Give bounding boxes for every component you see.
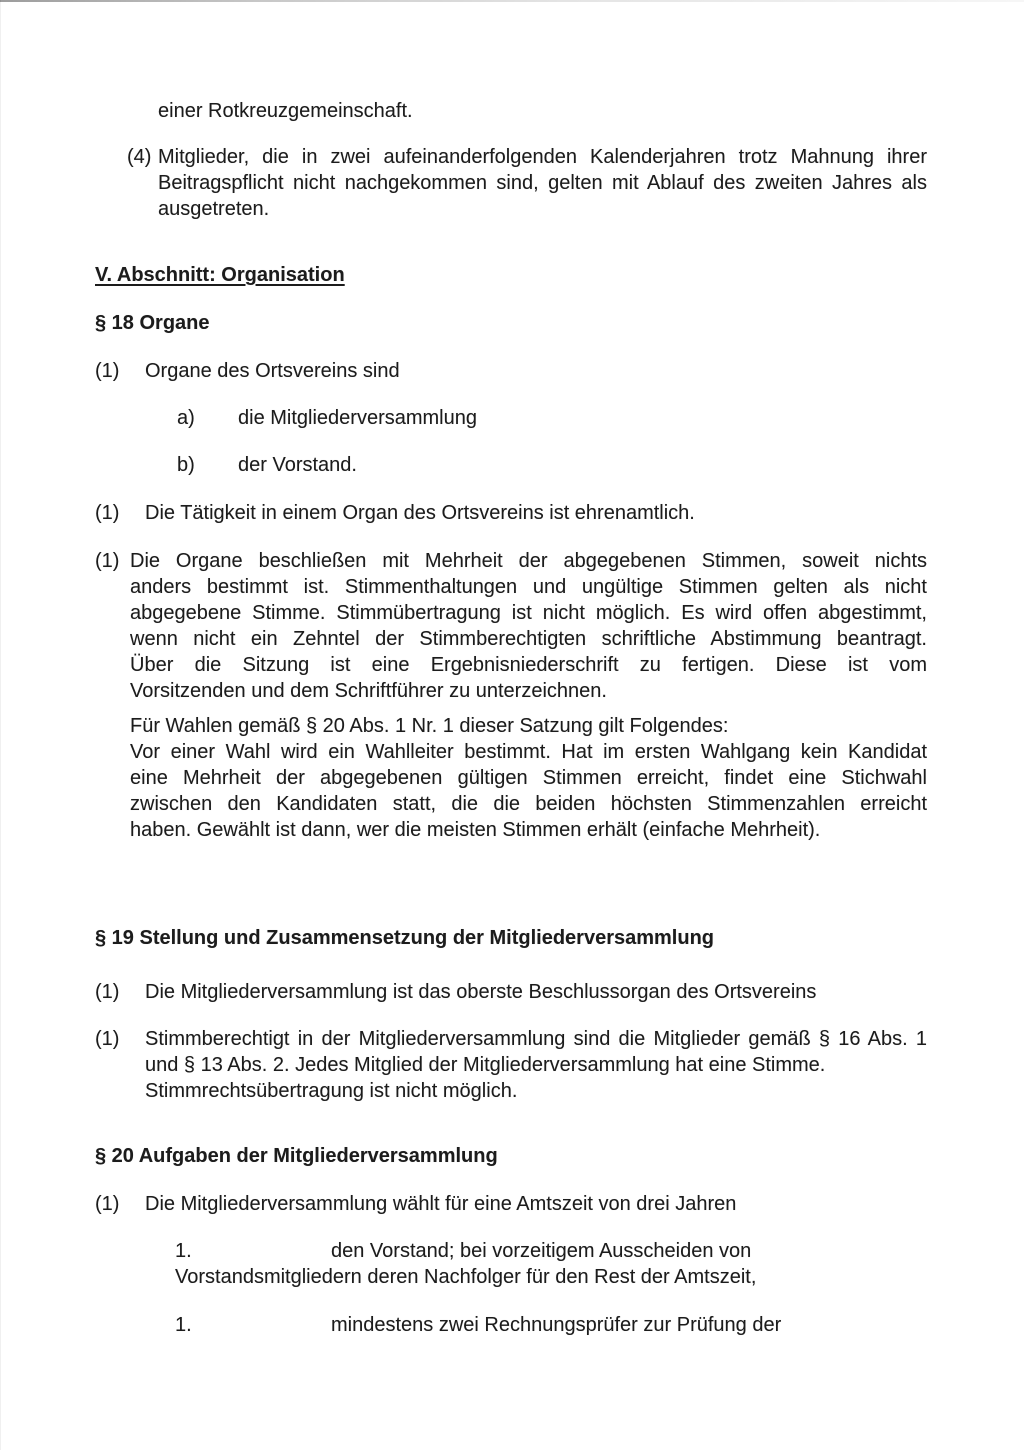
text-line: Stimmrechtsübertragung ist nicht möglich. [145, 1080, 518, 1102]
item-18-1-number: (1) [95, 360, 120, 382]
text-line: und § 13 Abs. 2. Jedes Mitglied der Mitgliederversammlung hat eine Stimme. [145, 1054, 826, 1076]
text-line: Mitglieder, die in zwei aufeinanderfolgenden Kalenderjahren trotz Mahnung ihrer [158, 146, 927, 168]
text-line: eine Mehrheit der abgegebenen gültigen Stimmen erreicht, findet eine Stichwahl [130, 767, 927, 789]
list-item-rechnungspruefer-number: 1. [175, 1314, 192, 1336]
text-line: Für Wahlen gemäß § 20 Abs. 1 Nr. 1 dieser Satzung gilt Folgendes: [130, 715, 729, 737]
item-20-1-text: Die Mitgliederversammlung wählt für eine Amtszeit von drei Jahren [145, 1193, 737, 1215]
text-line: ausgetreten. [158, 198, 270, 220]
scan-artifact-top-edge [0, 0, 1024, 2]
text-line: abgegebene Stimme. Stimmübertragung ist nicht möglich. Es wird offen abgestimmt, [130, 602, 927, 624]
item-18-1b-letter: b) [177, 454, 195, 476]
text-line: Vor einer Wahl wird ein Wahlleiter bestimmt. Hat im ersten Wahlgang kein Kandidat [130, 741, 927, 763]
item-19-2-number: (1) [95, 1028, 120, 1050]
item-18-1b-text: der Vorstand. [238, 454, 357, 476]
item-18-2 [95, 500, 927, 526]
item-18-3-number: (1) [95, 550, 120, 572]
item-18-1a-text: die Mitgliederversammlung [238, 407, 477, 429]
list-item-vorstand [175, 1238, 920, 1290]
text-line: haben. Gewählt ist dann, wer die meisten Stimmen erhält (einfache Mehrheit). [130, 819, 821, 841]
item-18-1a [177, 405, 877, 431]
item-19-2-text [145, 1026, 927, 1104]
text-line: Die Organe beschließen mit Mehrheit der abgegebenen Stimmen, soweit nichts [130, 550, 927, 572]
paragraph-19-heading: § 19 Stellung und Zusammensetzung der Mitgliederversammlung [95, 927, 715, 949]
item-18-1 [95, 358, 927, 384]
scan-artifact-left-edge [0, 0, 1, 1450]
list-item-rechnungspruefer-line1: mindestens zwei Rechnungsprüfer zur Prüfung der [331, 1314, 782, 1336]
paragraph-20-heading: § 20 Aufgaben der Mitgliederversammlung [95, 1145, 498, 1167]
item-19-1-text: Die Mitgliederversammlung ist das oberste Beschlussorgan des Ortsvereins [145, 981, 817, 1003]
item-18-3-text [130, 548, 927, 704]
text-line: wenn nicht ein Zehntel der Stimmberechtigten schriftliche Abstimmung beantragt. [130, 628, 927, 650]
text-line: Über die Sitzung ist eine Ergebnisniederschrift zu fertigen. Diese ist vom [130, 654, 927, 676]
continuation-text: einer Rotkreuzgemeinschaft. [158, 100, 413, 122]
item-19-2 [95, 1026, 927, 1104]
list-item-vorstand-number: 1. [175, 1240, 192, 1262]
list-item-vorstand-line2: Vorstandsmitgliedern deren Nachfolger für den Rest der Amtszeit, [175, 1266, 757, 1288]
item-18-3 [95, 548, 927, 704]
item-18-2-number: (1) [95, 502, 120, 524]
item-20-1-number: (1) [95, 1193, 120, 1215]
text-line: Vorsitzenden und dem Schriftführer zu unterzeichnen. [130, 680, 607, 702]
item-18-1-text: Organe des Ortsvereins sind [145, 360, 400, 382]
text-line: Stimmberechtigt in der Mitgliederversammlung sind die Mitglieder gemäß § 16 Abs. 1 [145, 1028, 927, 1050]
list-item-rechnungspruefer [175, 1312, 920, 1338]
item-18-2-text: Die Tätigkeit in einem Organ des Ortsvereins ist ehrenamtlich. [145, 502, 695, 524]
item-20-1 [95, 1191, 927, 1217]
paragraph-wahlen [130, 713, 927, 843]
item-19-1-number: (1) [95, 981, 120, 1003]
paragraph-4-number: (4) [127, 146, 152, 168]
text-line: anders bestimmt ist. Stimmenthaltungen und ungültige Stimmen gelten als nicht [130, 576, 927, 598]
paragraph-wahlen-text [130, 713, 927, 843]
item-18-1b [177, 452, 877, 478]
text-line: zwischen den Kandidaten statt, die die beiden höchsten Stimmenzahlen erreicht [130, 793, 927, 815]
text-line: Beitragspflicht nicht nachgekommen sind, gelten mit Ablauf des zweiten Jahres als [158, 172, 927, 194]
paragraph-4 [127, 144, 927, 222]
paragraph-4-text [158, 144, 927, 222]
item-19-1 [95, 979, 927, 1005]
item-18-1a-letter: a) [177, 407, 195, 429]
section-v-heading: V. Abschnitt: Organisation [95, 264, 345, 286]
paragraph-18-heading: § 18 Organe [95, 312, 210, 334]
list-item-vorstand-line1: den Vorstand; bei vorzeitigem Ausscheiden von [331, 1240, 752, 1262]
